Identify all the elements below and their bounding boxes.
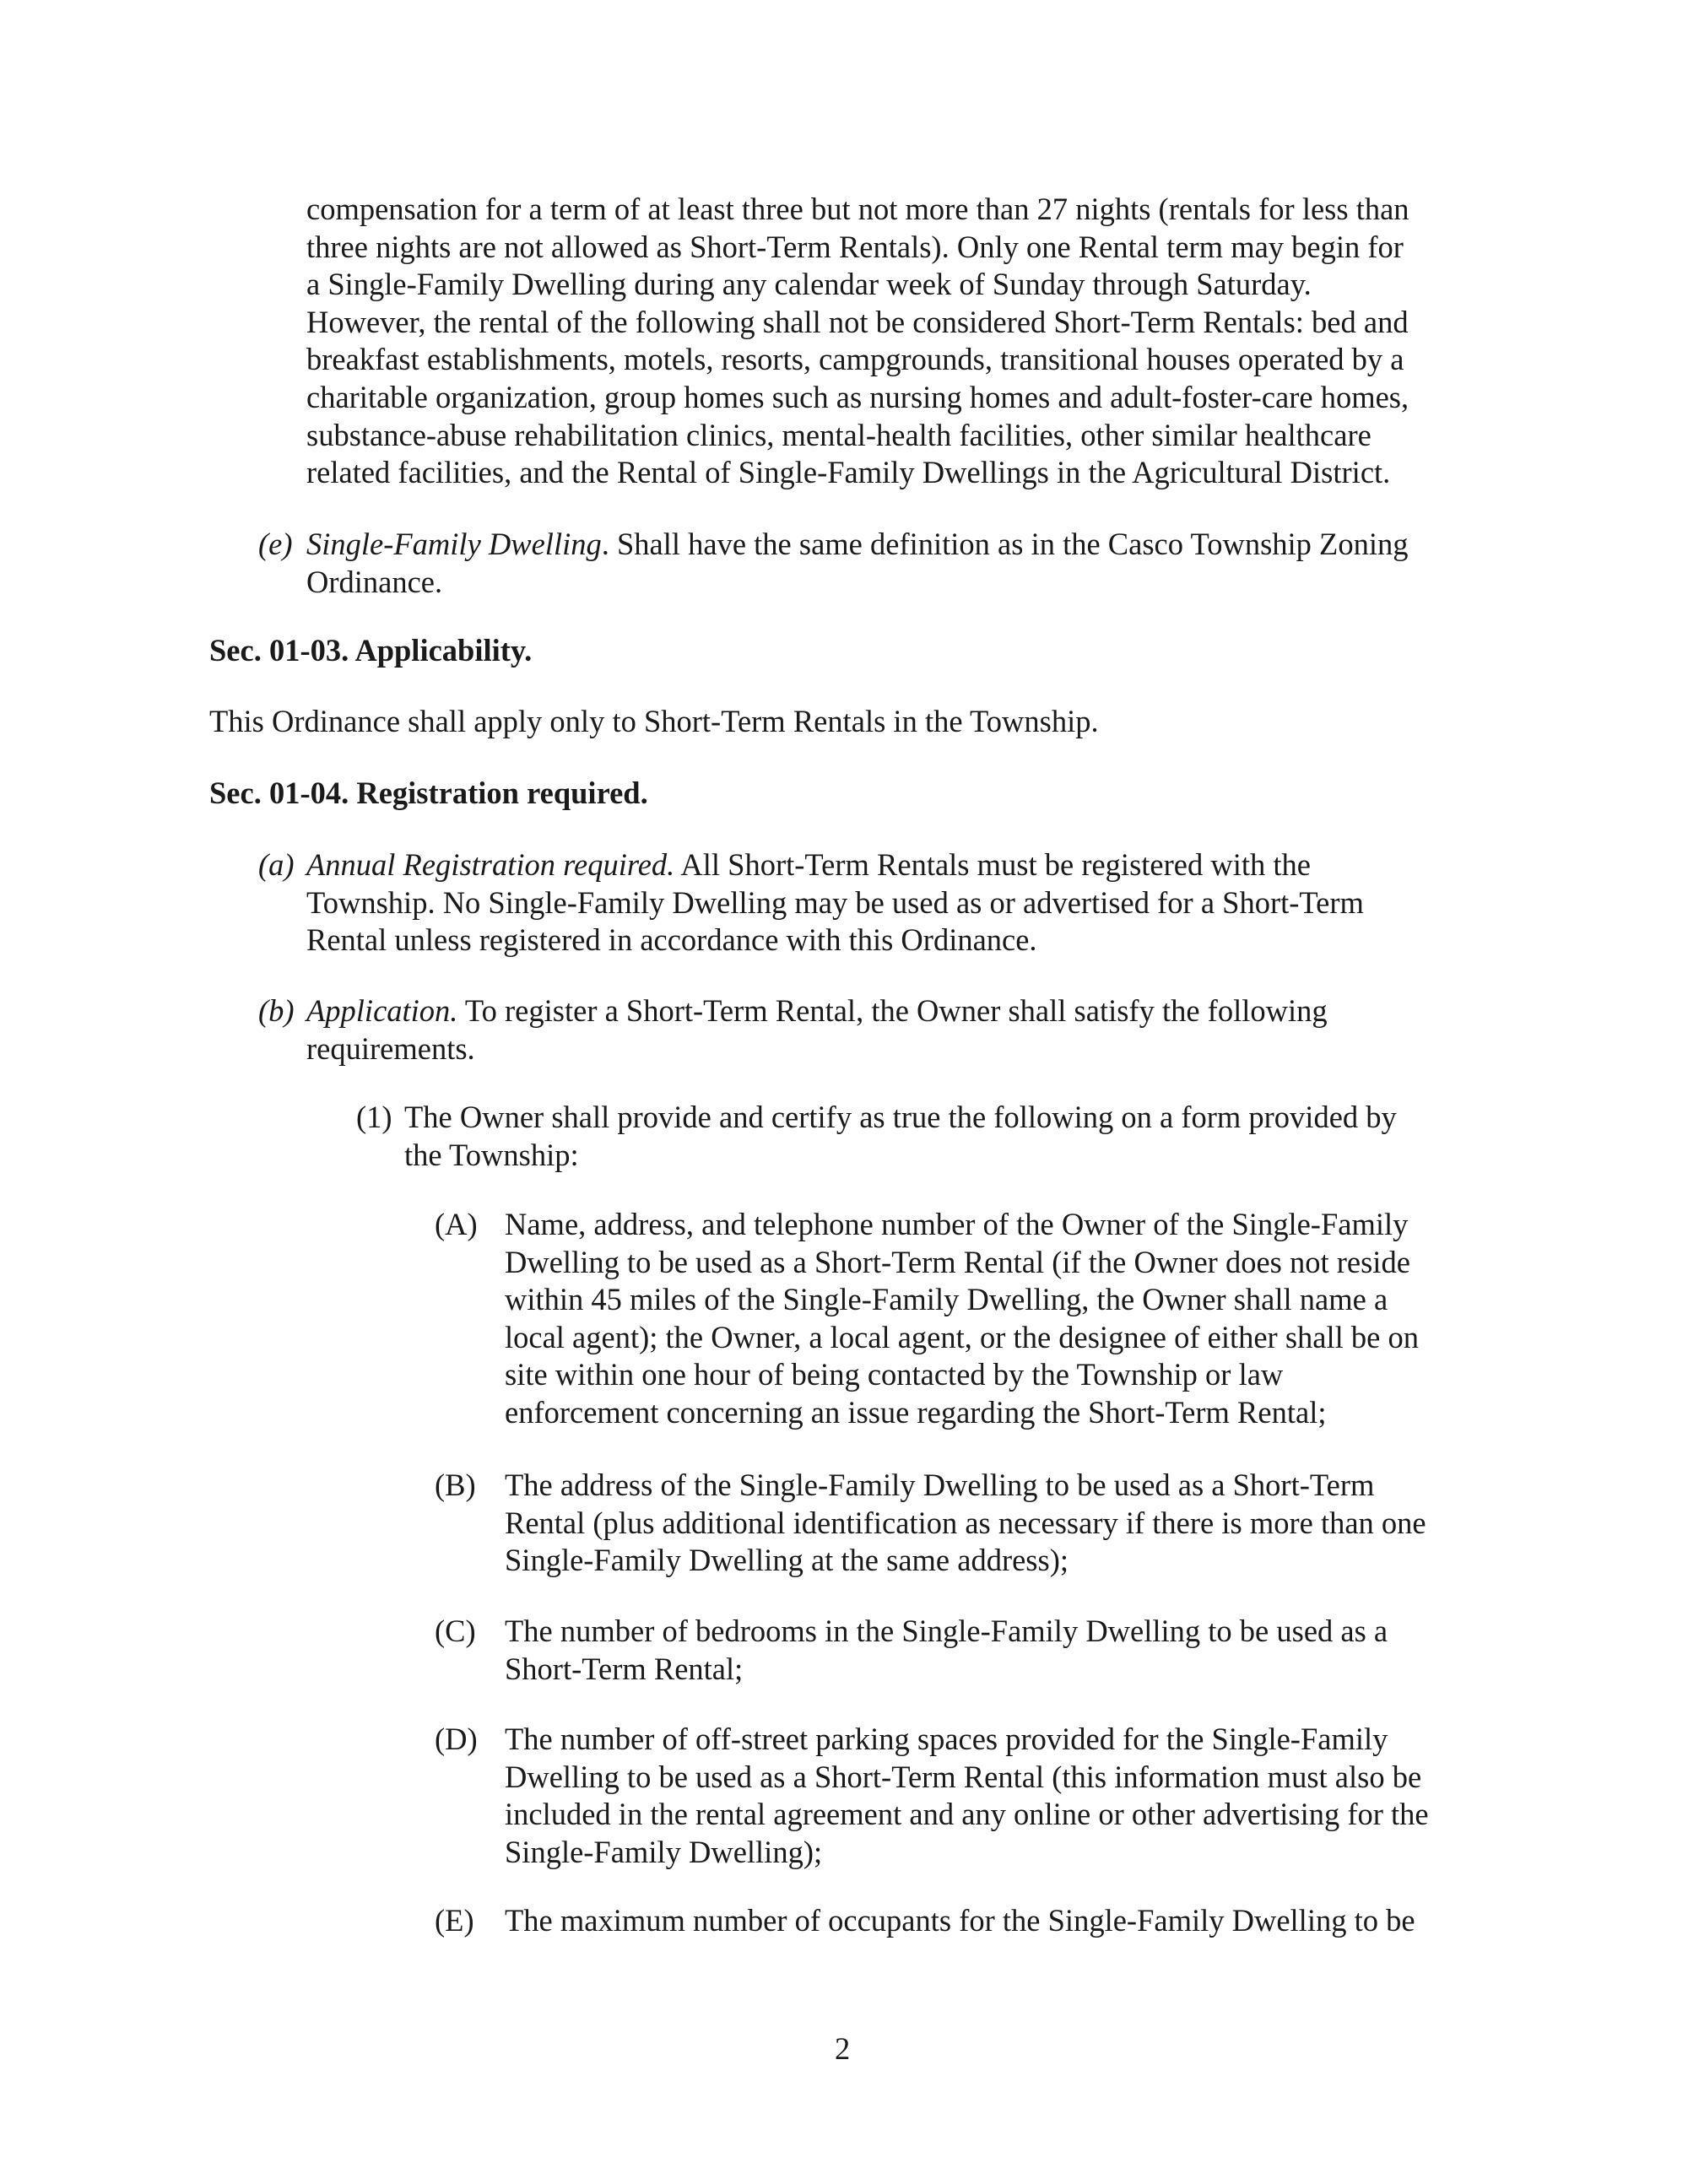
text-line: Name, address, and telephone number of the Owner of the Single-Family xyxy=(505,1207,1409,1241)
text-line: Rental unless registered in accordance with this Ordinance. xyxy=(306,922,1037,958)
text-line: substance-abuse rehabilitation clinics, mental-health facilities, other similar healthcare xyxy=(306,417,1372,452)
text-line: Ordinance. xyxy=(306,564,443,599)
text-line: included in the rental agreement and any online or other advertising for the xyxy=(505,1797,1429,1832)
subitem-A xyxy=(505,1206,1419,1432)
text-line: within 45 miles of the Single-Family Dwelling, the Owner shall name a xyxy=(505,1282,1388,1317)
text-line: The address of the Single-Family Dwelling to be used as a Short-Term xyxy=(505,1468,1375,1502)
item-heading: Annual Registration required. xyxy=(306,847,675,882)
text-line: charitable organization, group homes such as nursing homes and adult-foster-care homes, xyxy=(306,379,1409,414)
text: . Shall have the same definition as in the Casco Township Zoning xyxy=(601,527,1409,561)
item-label: (e) xyxy=(258,527,293,561)
text-line: compensation for a term of at least three but not more than 27 nights (rentals for less than xyxy=(306,192,1409,226)
section-heading: Sec. 01-03. Applicability. xyxy=(209,633,533,668)
subitem-D-label: (D) xyxy=(435,1722,478,1756)
subitem-B xyxy=(505,1467,1426,1580)
text-line: Township. No Single-Family Dwelling may be used as or advertised for a Short-Term xyxy=(306,884,1364,920)
text-line: The maximum number of occupants for the Single-Family Dwelling to be xyxy=(505,1903,1415,1938)
subitem-A-label: (A) xyxy=(435,1207,478,1241)
section-heading: Sec. 01-04. Registration required. xyxy=(209,776,648,810)
text-line: local agent); the Owner, a local agent, or the designee of either shall be on xyxy=(505,1319,1419,1354)
item-label: (b) xyxy=(258,993,295,1028)
text-line: three nights are not allowed as Short-Term Rentals). Only one Rental term may begin for xyxy=(306,229,1404,264)
text-line: requirements. xyxy=(306,1030,475,1066)
item-heading: Application. xyxy=(306,993,458,1028)
text-line: the Township: xyxy=(404,1137,579,1172)
text: All Short-Term Rentals must be registered with the xyxy=(674,847,1311,882)
definition-e-label xyxy=(258,526,293,564)
subitem-E xyxy=(505,1902,1415,1940)
subitem-C-label: (C) xyxy=(435,1614,476,1648)
text-line: Short-Term Rental; xyxy=(505,1651,744,1686)
subitem-B-label: (B) xyxy=(435,1468,476,1502)
subitem-E-label: (E) xyxy=(435,1903,474,1938)
text-line: breakfast establishments, motels, resorts, campgrounds, transitional houses operated by a xyxy=(306,342,1404,377)
text-line: enforcement concerning an issue regarding the Short-Term Rental; xyxy=(505,1394,1327,1430)
section-body: This Ordinance shall apply only to Short-Term Rentals in the Township. xyxy=(209,704,1099,738)
definition-e xyxy=(306,526,1409,601)
text-line: The number of off-street parking spaces provided for the Single-Family xyxy=(505,1722,1388,1756)
text-line: Single-Family Dwelling at the same address); xyxy=(505,1543,1069,1578)
text-line: related facilities, and the Rental of Single-Family Dwellings in the Agricultural District. xyxy=(306,455,1391,490)
text: To register a Short-Term Rental, the Owner shall satisfy the following xyxy=(457,993,1328,1028)
defined-term: Single-Family Dwelling xyxy=(306,527,602,561)
page-number: 2 xyxy=(835,2031,851,2066)
text-line: The Owner shall provide and certify as true the following on a form provided by xyxy=(404,1100,1397,1134)
item-1-label: (1) xyxy=(356,1100,392,1134)
item-1 xyxy=(404,1099,1397,1174)
subitem-D xyxy=(505,1721,1429,1871)
text-line: The number of bedrooms in the Single-Family Dwelling to be used as a xyxy=(505,1614,1388,1648)
text-line: a Single-Family Dwelling during any calendar week of Sunday through Saturday. xyxy=(306,267,1312,302)
text-line: Dwelling to be used as a Short-Term Rental (if the Owner does not reside xyxy=(505,1244,1410,1279)
item-label: (a) xyxy=(258,847,295,882)
subitem-C xyxy=(505,1613,1388,1688)
text-line: Single-Family Dwelling); xyxy=(505,1834,823,1869)
item-b xyxy=(306,992,1328,1068)
text-line: Rental (plus additional identification as necessary if there is more than one xyxy=(505,1505,1426,1540)
item-a-label xyxy=(258,846,295,884)
item-a xyxy=(306,846,1364,960)
text-line: However, the rental of the following shall not be considered Short-Term Rentals: bed and xyxy=(306,304,1409,339)
text-line: site within one hour of being contacted by the Township or law xyxy=(505,1357,1284,1392)
text-line: Dwelling to be used as a Short-Term Rental (this information must also be xyxy=(505,1759,1422,1794)
item-b-label xyxy=(258,992,295,1030)
definition-d-continuation xyxy=(306,191,1409,492)
